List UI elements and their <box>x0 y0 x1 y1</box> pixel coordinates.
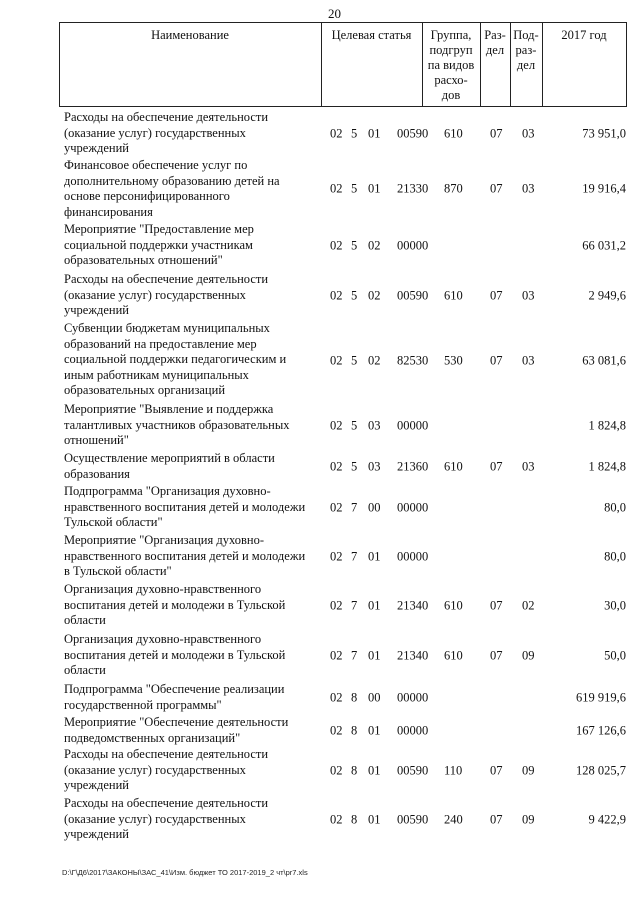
row-subprogram: 5 <box>351 418 358 432</box>
row-direction: 00590 <box>397 126 429 140</box>
row-name: Субвенции бюджетам муниципальных образований на предоставление мер социальной поддержки педагогическим и иным работникам муниципальных образовательных организаций <box>64 321 287 397</box>
table-row <box>0 632 640 679</box>
row-amount: 66 031,2 <box>582 238 626 252</box>
file-path-footer: D:\Г\Д6\2017\ЗАКОНЫ\ЗАС_41\Изм. бюджет ТО 2017-2019_2 чт\pr7.xls <box>62 868 308 877</box>
row-amount: 50,0 <box>604 648 626 662</box>
row-group: 610 <box>444 126 463 140</box>
row-event: 01 <box>368 598 381 612</box>
table-row <box>0 272 640 319</box>
row-razdel: 07 <box>490 812 503 826</box>
row-program: 02 <box>330 598 343 612</box>
row-direction: 00590 <box>397 288 429 302</box>
table-header <box>59 22 627 107</box>
row-razdel: 07 <box>490 126 503 140</box>
row-program: 02 <box>330 459 343 474</box>
row-name: Подпрограмма "Обеспечение реализации государственной программы" <box>64 682 285 712</box>
row-name: Расходы на обеспечение деятельности (оказание услуг) государственных учреждений <box>64 796 269 841</box>
table-row <box>0 222 640 269</box>
table-row <box>0 321 640 400</box>
table-row <box>0 533 640 580</box>
header-podrazdel: Под- раз- дел <box>513 28 539 72</box>
row-name: Расходы на обеспечение деятельности (оказание услуг) государственных учреждений <box>64 272 269 317</box>
table-row <box>0 582 640 629</box>
row-direction: 00000 <box>397 500 429 514</box>
row-event: 01 <box>368 723 381 738</box>
row-amount: 19 916,4 <box>582 181 626 196</box>
row-direction: 00590 <box>397 812 429 826</box>
row-event: 03 <box>368 418 381 432</box>
row-amount: 73 951,0 <box>582 126 626 140</box>
row-program: 02 <box>330 288 343 302</box>
row-subprogram: 5 <box>351 181 358 196</box>
table-row <box>0 484 640 531</box>
row-group: 610 <box>444 459 463 474</box>
row-podrazdel: 03 <box>522 353 535 367</box>
row-event: 00 <box>368 500 381 514</box>
row-amount: 80,0 <box>604 549 626 563</box>
row-program: 02 <box>330 812 343 826</box>
row-podrazdel: 03 <box>522 126 535 140</box>
row-event: 02 <box>368 288 381 302</box>
row-event: 00 <box>368 690 381 705</box>
row-name: Организация духовно-нравственного воспитания детей и молодежи в Тульской области <box>64 632 286 677</box>
row-program: 02 <box>330 126 343 140</box>
row-name: Расходы на обеспечение деятельности (оказание услуг) государственных учреждений <box>64 110 269 155</box>
row-razdel: 07 <box>490 288 503 302</box>
table-row <box>0 158 640 220</box>
row-razdel: 07 <box>490 353 503 367</box>
row-podrazdel: 03 <box>522 181 535 196</box>
table-row <box>0 110 640 157</box>
row-event: 01 <box>368 812 381 826</box>
row-direction: 21340 <box>397 648 429 662</box>
row-direction: 21340 <box>397 598 429 612</box>
header-group: Группа, подгруп па видов расхо- дов <box>427 28 475 102</box>
row-name: Организация духовно-нравственного воспитания детей и молодежи в Тульской области <box>64 582 286 627</box>
row-program: 02 <box>330 648 343 662</box>
row-program: 02 <box>330 723 343 738</box>
row-event: 01 <box>368 181 381 196</box>
row-subprogram: 7 <box>351 648 358 662</box>
row-program: 02 <box>330 500 343 514</box>
row-program: 02 <box>330 418 343 432</box>
row-direction: 00000 <box>397 418 429 432</box>
row-name: Мероприятие "Предоставление мер социальной поддержки участникам образовательных отношений" <box>64 222 254 267</box>
row-event: 03 <box>368 459 381 474</box>
row-subprogram: 7 <box>351 500 358 514</box>
row-razdel: 07 <box>490 598 503 612</box>
row-subprogram: 5 <box>351 288 358 302</box>
row-subprogram: 8 <box>351 723 358 738</box>
row-amount: 63 081,6 <box>582 353 626 367</box>
row-subprogram: 5 <box>351 238 358 252</box>
row-podrazdel: 09 <box>522 763 535 777</box>
row-direction: 00000 <box>397 549 429 563</box>
row-podrazdel: 03 <box>522 459 535 474</box>
row-program: 02 <box>330 181 343 196</box>
table-row <box>0 715 640 747</box>
page-number: 20 <box>328 6 341 21</box>
row-podrazdel: 03 <box>522 288 535 302</box>
row-group: 610 <box>444 598 463 612</box>
row-podrazdel: 02 <box>522 598 535 612</box>
header-divider <box>626 22 627 107</box>
row-subprogram: 7 <box>351 598 358 612</box>
row-direction: 00000 <box>397 238 429 252</box>
row-group: 240 <box>444 812 463 826</box>
table-row <box>0 682 640 714</box>
row-direction: 00590 <box>397 763 429 777</box>
row-program: 02 <box>330 690 343 705</box>
row-group: 870 <box>444 181 463 196</box>
row-amount: 167 126,6 <box>576 723 626 738</box>
row-program: 02 <box>330 353 343 367</box>
row-event: 01 <box>368 648 381 662</box>
table-row <box>0 747 640 794</box>
row-name: Мероприятие "Выявление и поддержка талантливых участников образовательных отношений" <box>64 402 290 447</box>
row-amount: 80,0 <box>604 500 626 514</box>
row-razdel: 07 <box>490 648 503 662</box>
row-razdel: 07 <box>490 763 503 777</box>
row-program: 02 <box>330 763 343 777</box>
table-row <box>0 796 640 843</box>
row-name: Мероприятие "Организация духовно- нравственного воспитания детей и молодежи в Тульской области" <box>64 533 306 578</box>
header-target: Целевая статья <box>331 28 412 42</box>
row-amount: 30,0 <box>604 598 626 612</box>
row-subprogram: 8 <box>351 690 358 705</box>
header-razdel: Раз- дел <box>484 28 506 57</box>
row-subprogram: 5 <box>351 126 358 140</box>
row-group: 110 <box>444 763 463 777</box>
row-name: Расходы на обеспечение деятельности (оказание услуг) государственных учреждений <box>64 747 269 792</box>
row-podrazdel: 09 <box>522 648 535 662</box>
row-subprogram: 5 <box>351 353 358 367</box>
row-subprogram: 8 <box>351 812 358 826</box>
row-direction: 00000 <box>397 723 429 738</box>
row-name: Мероприятие "Обеспечение деятельности подведомственных организаций" <box>64 715 289 745</box>
header-year: 2017 год <box>561 28 607 42</box>
row-group: 610 <box>444 288 463 302</box>
row-event: 02 <box>368 353 381 367</box>
header-name: Наименование <box>151 28 229 42</box>
row-amount: 1 824,8 <box>588 418 626 432</box>
row-group: 610 <box>444 648 463 662</box>
row-podrazdel: 09 <box>522 812 535 826</box>
row-name: Осуществление мероприятий в области образования <box>64 451 275 481</box>
table-row <box>0 451 640 483</box>
row-event: 01 <box>368 126 381 140</box>
row-event: 02 <box>368 238 381 252</box>
row-amount: 9 422,9 <box>588 812 626 826</box>
row-razdel: 07 <box>490 459 503 474</box>
row-direction: 82530 <box>397 353 429 367</box>
row-direction: 00000 <box>397 690 429 705</box>
row-name: Подпрограмма "Организация духовно- нравственного воспитания детей и молодежи Тульской области" <box>64 484 306 529</box>
table-row <box>0 402 640 449</box>
row-event: 01 <box>368 549 381 563</box>
row-amount: 128 025,7 <box>576 763 626 777</box>
row-subprogram: 5 <box>351 459 358 474</box>
row-program: 02 <box>330 238 343 252</box>
row-group: 530 <box>444 353 463 367</box>
row-subprogram: 8 <box>351 763 358 777</box>
row-razdel: 07 <box>490 181 503 196</box>
row-direction: 21360 <box>397 459 429 474</box>
row-program: 02 <box>330 549 343 563</box>
row-name: Финансовое обеспечение услуг по дополнительному образованию детей на основе персонифицированного финансирования <box>64 158 280 219</box>
row-amount: 1 824,8 <box>588 459 626 474</box>
row-direction: 21330 <box>397 181 429 196</box>
row-event: 01 <box>368 763 381 777</box>
row-amount: 2 949,6 <box>588 288 626 302</box>
row-amount: 619 919,6 <box>576 690 626 705</box>
row-subprogram: 7 <box>351 549 358 563</box>
